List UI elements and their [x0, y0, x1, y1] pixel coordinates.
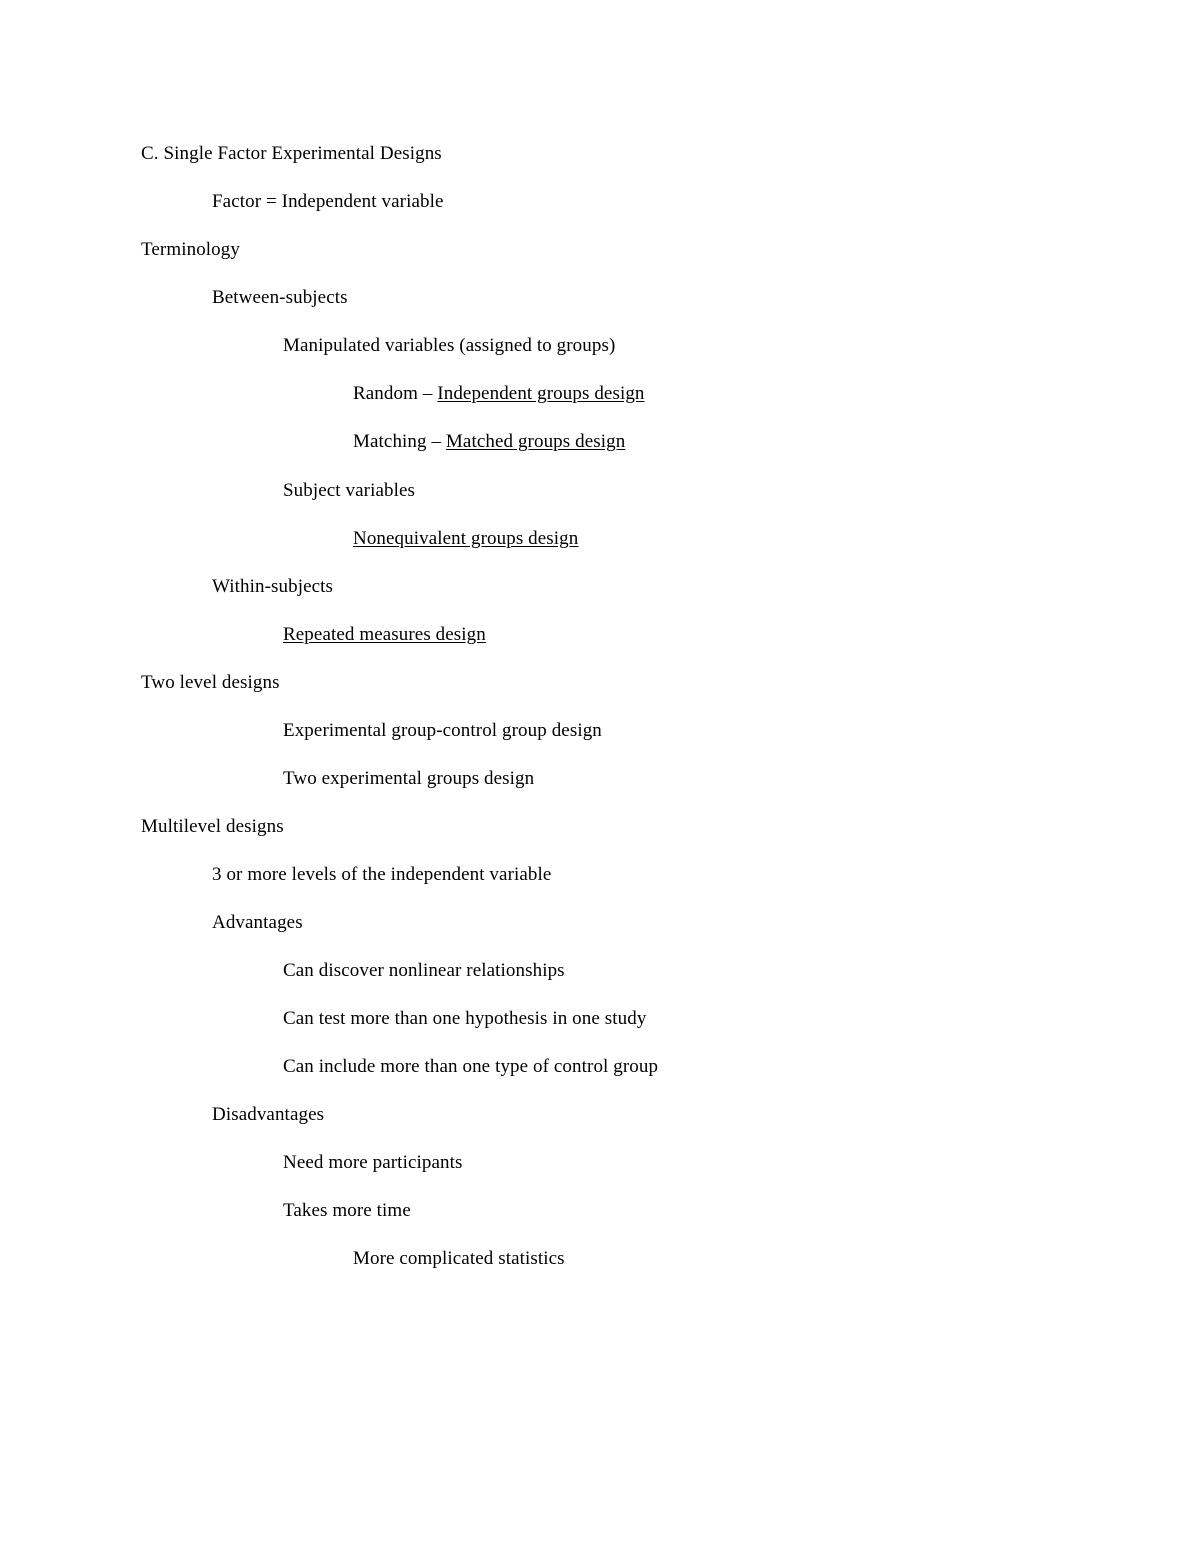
random-line — [353, 382, 645, 406]
list-item: Can include more than one type of control group — [283, 1056, 659, 1077]
list-item: Can test more than one hypothesis in one study — [283, 1008, 647, 1029]
matching-line — [353, 430, 625, 454]
within-subjects-label: Within-subjects — [212, 576, 334, 597]
section-title: C. Single Factor Experimental Designs — [141, 143, 442, 164]
list-item: Experimental group-control group design — [283, 720, 602, 741]
nonequivalent-groups-design: Nonequivalent groups design — [353, 528, 579, 549]
list-sub-item: More complicated statistics — [353, 1248, 565, 1269]
subject-variables-label: Subject variables — [283, 480, 416, 501]
repeated-measures-design: Repeated measures design — [283, 624, 486, 645]
random-prefix: Random – — [353, 383, 438, 404]
matching-prefix: Matching – — [353, 431, 446, 452]
list-item: Can discover nonlinear relationships — [283, 960, 565, 981]
list-item: Takes more time — [283, 1200, 411, 1221]
multilevel-definition: 3 or more levels of the independent variable — [212, 864, 552, 885]
independent-groups-design: Independent groups design — [437, 383, 645, 404]
advantages-label: Advantages — [212, 912, 303, 933]
terminology-heading: Terminology — [141, 239, 240, 260]
list-item: Two experimental groups design — [283, 768, 535, 789]
multilevel-heading: Multilevel designs — [141, 816, 284, 837]
two-level-heading: Two level designs — [141, 672, 280, 693]
between-subjects-label: Between-subjects — [212, 287, 348, 308]
manipulated-variables-label: Manipulated variables (assigned to groups) — [283, 335, 616, 356]
list-item: Need more participants — [283, 1152, 463, 1173]
factor-definition: Factor = Independent variable — [212, 191, 444, 212]
disadvantages-label: Disadvantages — [212, 1104, 325, 1125]
matched-groups-design: Matched groups design — [445, 431, 626, 452]
